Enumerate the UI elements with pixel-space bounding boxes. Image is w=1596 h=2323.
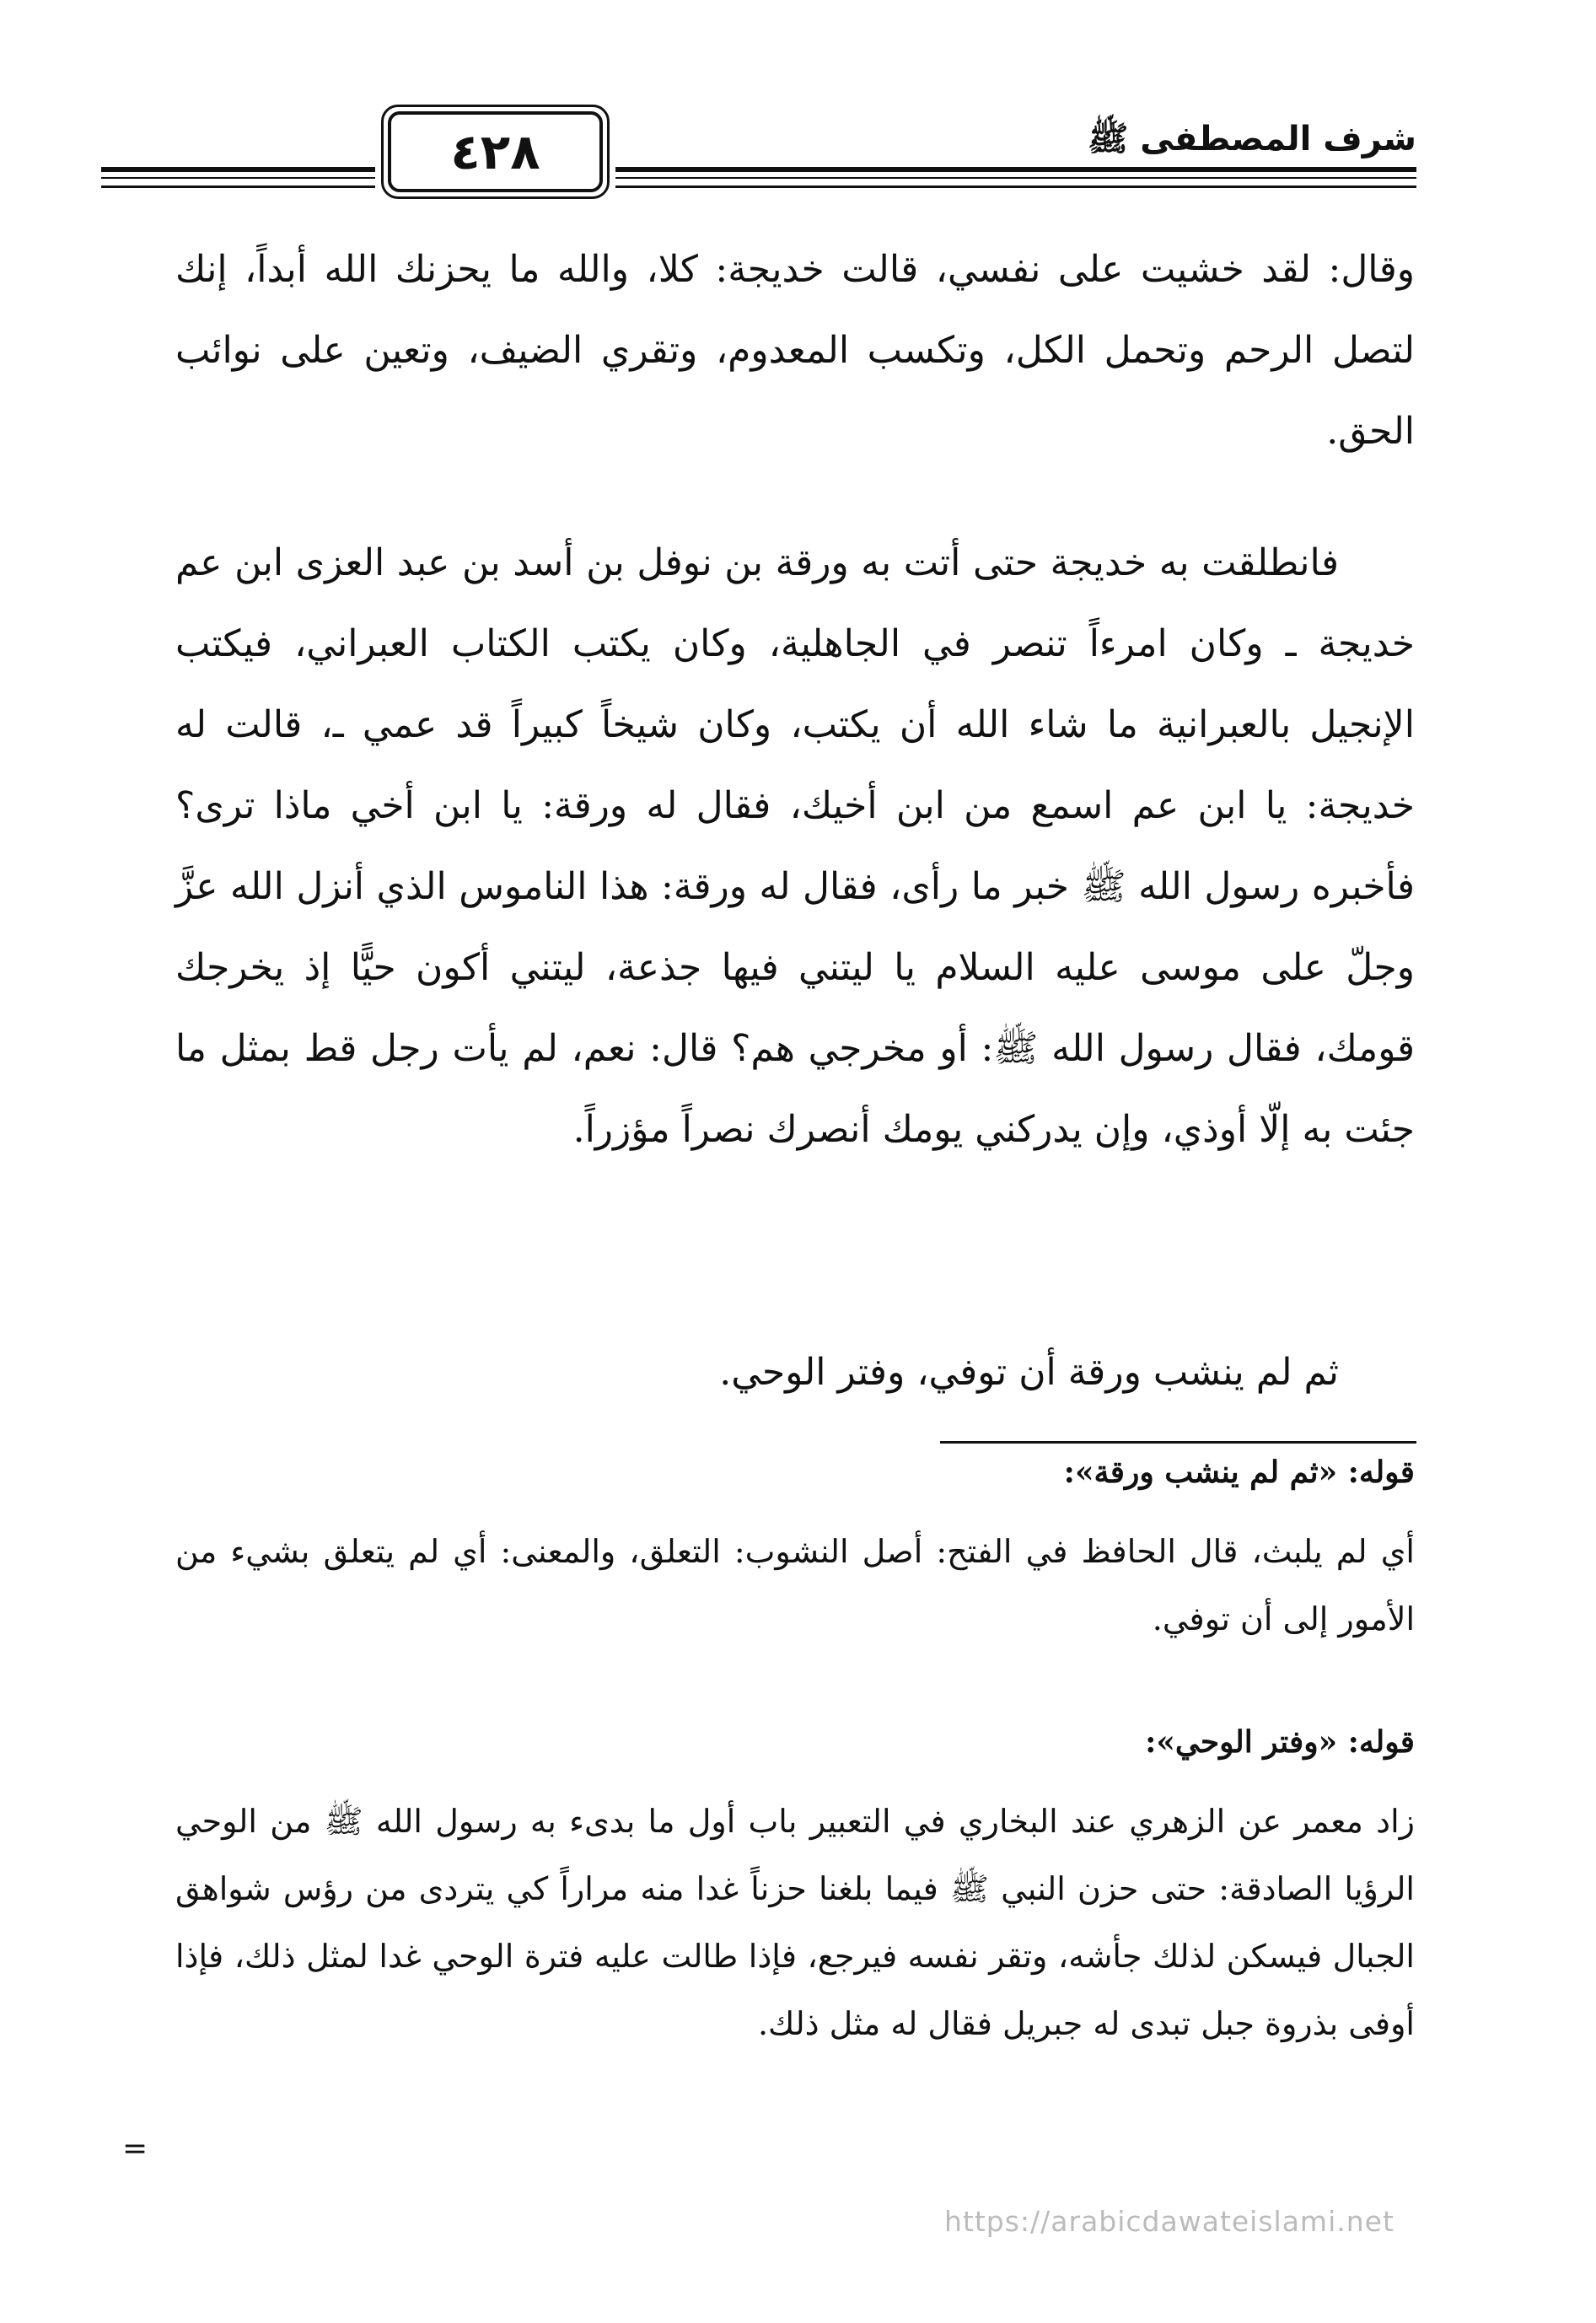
note-1-heading: قوله: «ثم لم ينشب ورقة»: (1063, 1455, 1415, 1490)
book-title: شرف المصطفى ﷺ (1087, 120, 1416, 159)
header-rule-thick (101, 167, 1416, 172)
continuation-mark: = (122, 2132, 148, 2166)
note-2 (175, 1788, 1415, 2057)
note-1 (175, 1518, 1415, 1653)
header-rule-bottom (101, 186, 1416, 188)
footnote-divider (940, 1441, 1416, 1444)
paragraph-2: فانطلقت به خديجة حتى أتت به ورقة بن نوفل بن أسد بن عبد العزى ابن عم خديجة ـ وكان امرءاً تنصر في الجاهلية، وكان يكتب الكتاب العبراني، فيكتب الإنجيل بالعبرانية ما شاء الله أن يكتب، وكان شيخاً كبيراً قد عمي ـ، قالت له خديجة: يا ابن عم اسمع من ابن أخيك، فقال له ورقة: يا ابن أخي ماذا ترى؟ فأخبره رسول الله ﷺ خبر ما رأى، فقال له ورقة: هذا الناموس الذي أنزل الله عزَّ وجلّ على موسى عليه السلام يا ليتني فيها جذعة، ليتني أكون حيًّا إذ يخرجك قومك، فقال رسول الله ﷺ: أو مخرجي هم؟ قال: نعم، لم يأت رجل قط بمثل ما جئت به إلّا أوذي، وإن يدركني يومك أنصرك نصراً مؤزراً. (175, 541, 1415, 1151)
main-text-2 (175, 523, 1415, 1170)
page-number: ٤٢٨ (388, 111, 603, 192)
main-text-3 (175, 1332, 1415, 1413)
header-rule-thin (101, 177, 1416, 179)
watermark: https://arabicdawateislami.net (944, 2205, 1394, 2238)
note-1-text: أي لم يلبث، قال الحافظ في الفتح: أصل النشوب: التعلق، والمعنى: أي لم يتعلق بشيء من الأمور إلى أن توفي. (175, 1533, 1415, 1637)
note-2-text: زاد معمر عن الزهري عند البخاري في التعبير باب أول ما بدىء به رسول الله ﷺ من الوحي الرؤيا الصادقة: حتى حزن النبي ﷺ فيما بلغنا حزناً غدا منه مراراً كي يتردى من رؤس شواهق الجبال فيسكن لذلك جأشه، وتقر نفسه فيرجع، فإذا طالت عليه فترة الوحي غدا لمثل ذلك، فإذا أوفى بذروة جبل تبدى له جبريل فقال له مثل ذلك. (175, 1803, 1415, 2042)
note-2-heading: قوله: «وفتر الوحي»: (1145, 1724, 1415, 1760)
paragraph-3: ثم لم ينشب ورقة أن توفي، وفتر الوحي. (719, 1351, 1339, 1394)
main-text (175, 229, 1415, 472)
paragraph-1: وقال: لقد خشيت على نفسي، قالت خديجة: كلا، والله ما يحزنك الله أبداً، إنك لتصل الرحم وتحمل الكل، وتكسب المعدوم، وتقري الضيف، وتعين على نوائب الحق. (175, 248, 1415, 453)
page-header (101, 93, 1416, 194)
